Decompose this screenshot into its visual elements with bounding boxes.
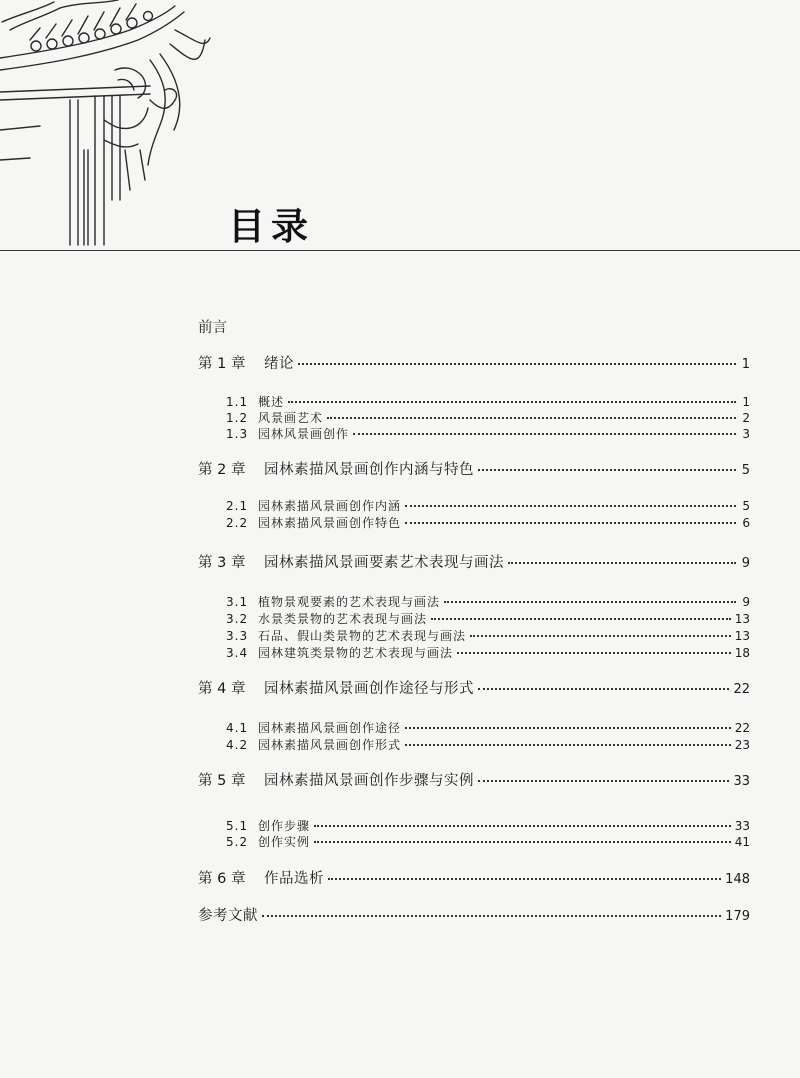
toc-entry-label: 园林风景画创作 [258,427,350,441]
toc-section-number: 3.3 [226,629,249,643]
toc-entry-label: 绪论 [264,356,294,372]
toc-page-number: 18 [734,646,750,660]
toc-entry-preface[interactable] [198,316,227,337]
toc-section-5-2[interactable] [226,833,750,850]
dot-leader [314,841,731,843]
dot-leader [405,522,736,524]
toc-chapter-2[interactable] [198,458,750,479]
toc-entry-label: 园林素描风景画创作途径 [258,721,402,735]
dot-leader [288,401,736,403]
dot-leader [405,744,731,746]
dot-leader [405,505,736,507]
dot-leader [298,363,736,365]
toc-chapter-number: 第 4 章 [198,681,246,697]
dot-leader [405,727,731,729]
toc-entry-label: 园林素描风景画创作途径与形式 [264,681,474,697]
toc-section-number: 5.2 [226,835,249,849]
toc-page-number: 179 [725,909,750,924]
toc-chapter-5[interactable] [198,769,750,790]
dot-leader [314,825,731,827]
toc-page-number: 9 [742,595,750,609]
toc-page-number: 2 [742,411,750,425]
toc-section-1-2[interactable] [226,409,750,426]
dot-leader [478,469,736,471]
toc-page-number: 13 [734,612,750,626]
toc-entry-label: 创作步骤 [258,819,311,833]
toc-entry-label: 创作实例 [258,835,311,849]
toc-entry-label: 石品、假山类景物的艺术表现与画法 [258,629,467,643]
toc-page-number: 41 [734,835,750,849]
toc-page-number: 3 [742,427,750,441]
toc-entry-label: 园林素描风景画创作步骤与实例 [264,773,474,789]
toc-chapter-1[interactable] [198,352,750,373]
eave-sketch-illustration [0,0,215,250]
toc-page-number: 1 [742,395,750,409]
toc-section-2-2[interactable] [226,514,750,531]
toc-section-3-2[interactable] [226,610,750,627]
toc-entry-label: 园林素描风景画创作内涵与特色 [264,462,474,478]
toc-entry-label: 参考文献 [198,908,258,924]
toc-section-3-1[interactable] [226,593,750,610]
toc-page-number: 23 [734,738,750,752]
title-rule [0,250,800,251]
dot-leader [431,618,731,620]
dot-leader [508,562,736,564]
toc-section-number: 3.2 [226,612,249,626]
toc-section-1-1[interactable] [226,393,750,410]
toc-chapter-number: 第 3 章 [198,555,246,571]
toc-page-number: 5 [741,463,750,478]
toc-chapter-number: 第 5 章 [198,773,246,789]
toc-chapter-number: 第 2 章 [198,462,246,478]
toc-entry-references[interactable] [198,904,750,925]
toc-section-number: 4.2 [226,738,249,752]
toc-entry-label: 水景类景物的艺术表现与画法 [258,612,428,626]
dot-leader [478,688,729,690]
toc-entry-label: 作品选析 [264,871,324,887]
toc-section-4-1[interactable] [226,719,750,736]
toc-page-number: 33 [733,774,750,789]
toc-section-number: 3.4 [226,646,249,660]
toc-entry-label: 园林素描风景画创作内涵 [258,499,402,513]
dot-leader [327,417,736,419]
toc-section-number: 1.2 [226,411,249,425]
toc-section-3-4[interactable] [226,644,750,661]
toc-entry-label: 园林素描风景画创作特色 [258,516,402,530]
toc-entry-label: 风景画艺术 [258,411,324,425]
toc-section-2-1[interactable] [226,497,750,514]
toc-page-number: 33 [734,819,750,833]
toc-section-number: 4.1 [226,721,249,735]
toc-section-1-3[interactable] [226,425,750,442]
toc-chapter-number: 第 1 章 [198,356,246,372]
toc-entry-label: 园林建筑类景物的艺术表现与画法 [258,646,454,660]
dot-leader [478,780,729,782]
toc-section-number: 2.2 [226,516,249,530]
toc-section-number: 2.1 [226,499,249,513]
toc-section-number: 5.1 [226,819,249,833]
toc-chapter-4[interactable] [198,677,750,698]
toc-entry-label: 概述 [258,395,285,409]
toc-chapter-6[interactable] [198,867,750,888]
dot-leader [457,652,731,654]
dot-leader [444,601,736,603]
dot-leader [262,915,721,917]
toc-section-number: 1.3 [226,427,249,441]
toc-page-number: 148 [725,872,750,887]
toc-chapter-number: 第 6 章 [198,871,246,887]
toc-chapter-3[interactable] [198,551,750,572]
toc-section-3-3[interactable] [226,627,750,644]
toc-page-number: 22 [734,721,750,735]
toc-page-number: 9 [741,556,750,571]
dot-leader [328,878,721,880]
toc-page-number: 1 [741,357,750,372]
toc-page-number: 13 [734,629,750,643]
toc-page-number: 22 [733,682,750,697]
dot-leader [470,635,731,637]
toc-entry-label: 植物景观要素的艺术表现与画法 [258,595,441,609]
toc-page-number: 6 [742,516,750,530]
toc-section-5-1[interactable] [226,817,750,834]
page-title: 目录 [228,205,314,248]
toc-entry-label: 前言 [198,320,227,336]
toc-page-number: 5 [742,499,750,513]
toc-section-4-2[interactable] [226,736,750,753]
toc-entry-label: 园林素描风景画要素艺术表现与画法 [264,555,504,571]
toc-section-number: 3.1 [226,595,249,609]
dot-leader [353,433,736,435]
toc-entry-label: 园林素描风景画创作形式 [258,738,402,752]
toc-section-number: 1.1 [226,395,249,409]
